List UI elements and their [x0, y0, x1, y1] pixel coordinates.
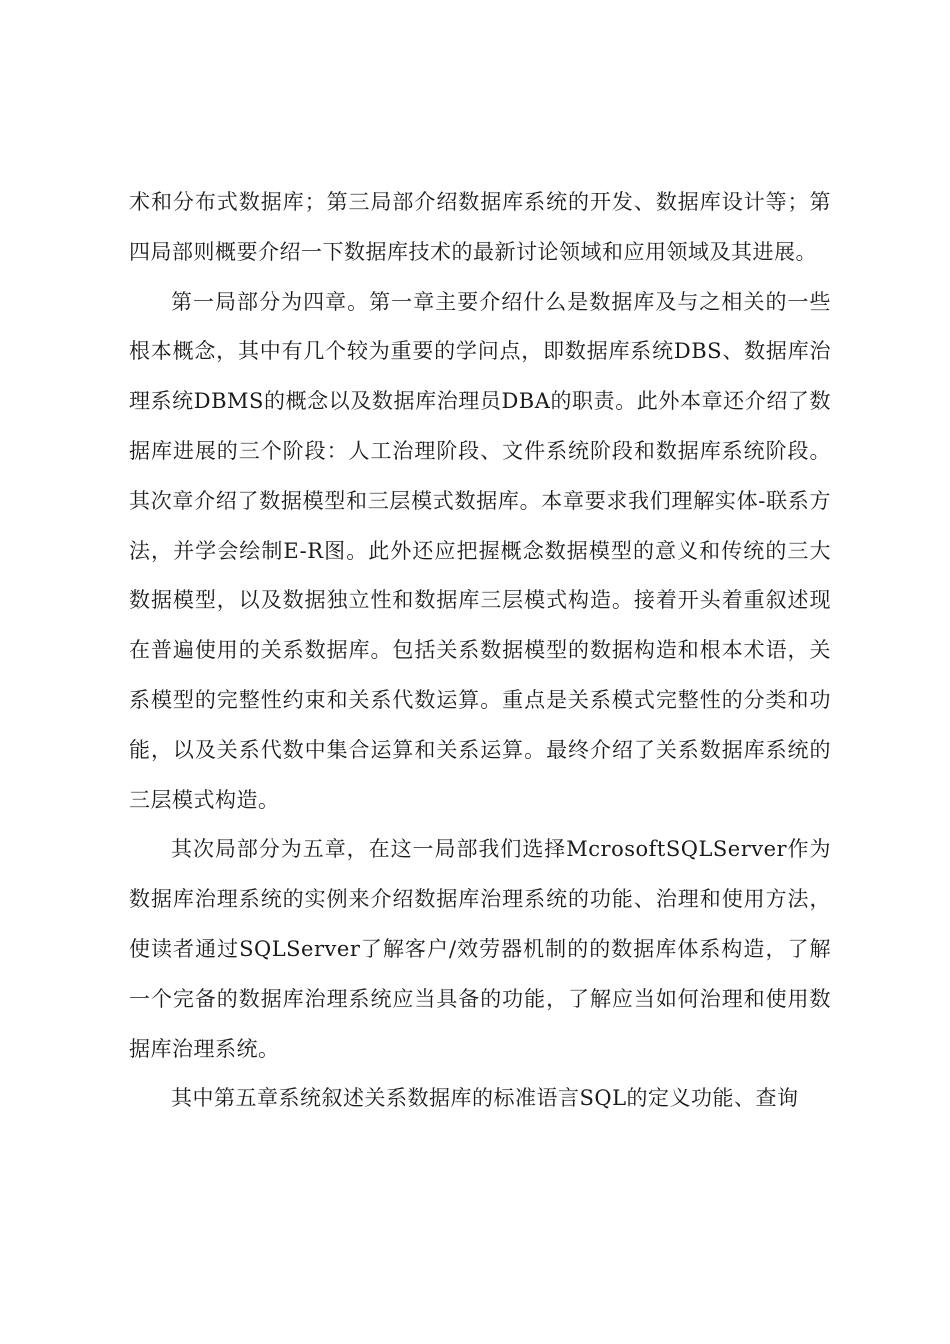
paragraph-chapter-five: 其中第五章系统叙述关系数据库的标准语言SQL的定义功能、查询 [171, 1086, 799, 1111]
document-body [129, 178, 831, 1124]
paragraph-part-two: 其次局部分为五章，在这一局部我们选择McrosoftSQLServer作为数据库治理系统的实例来介绍数据库治理系统的功能、治理和使用方法，使读者通过SQLServer了解客户/效劳器机制的的数据库体系构造，了解一个完备的数据库治理系统应当具备的功能，了解应当如何治理和使用数据库治理系统。 [129, 837, 831, 1061]
paragraph-continuation: 术和分布式数据库；第三局部介绍数据库系统的开发、数据库设计等；第四局部则概要介绍一下数据库技术的最新讨论领域和应用领域及其进展。 [129, 190, 831, 264]
paragraph-part-one: 第一局部分为四章。第一章主要介绍什么是数据库及与之相关的一些根本概念，其中有几个较为重要的学问点，即数据库系统DBS、数据库治理系统DBMS的概念以及数据库治理员DBA的职责。此外本章还介绍了数据库进展的三个阶段：人工治理阶段、文件系统阶段和数据库系统阶段。其次章介绍了数据模型和三层模式数据库。本章要求我们理解实体-联系方法，并学会绘制E-R图。此外还应把握概念数据模型的意义和传统的三大数据模型，以及数据独立性和数据库三层模式构造。接着开头着重叙述现在普遍使用的关系数据库。包括关系数据模型的数据构造和根本术语，关系模型的完整性约束和关系代数运算。重点是关系模式完整性的分类和功能，以及关系代数中集合运算和关系运算。最终介绍了关系数据库系统的三层模式构造。 [129, 289, 831, 812]
